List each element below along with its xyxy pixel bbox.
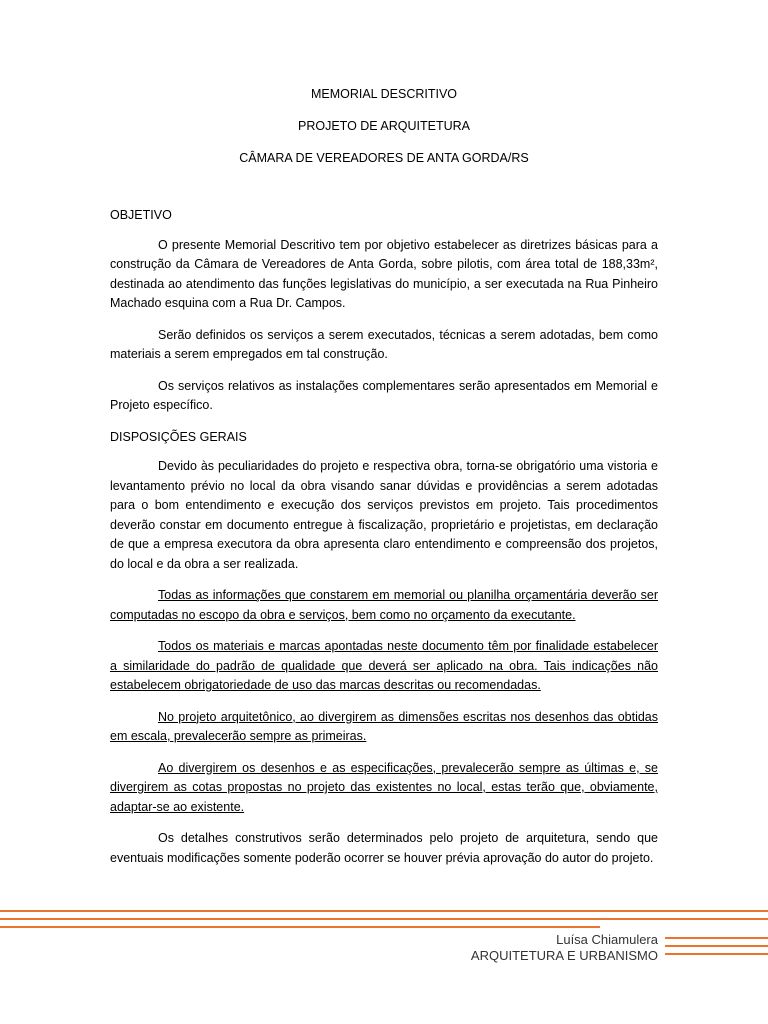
footer [0, 910, 768, 970]
section-heading-objetivo: OBJETIVO [110, 208, 172, 222]
document-title: MEMORIAL DESCRITIVO [310, 87, 458, 101]
title-block [110, 84, 658, 180]
document-project-name: CÂMARA DE VEREADORES DE ANTA GORDA/RS [239, 151, 529, 165]
paragraph: Serão definidos os serviços a serem executados, técnicas a serem adotadas, bem como materiais a serem empregados em tal construção. [110, 327, 658, 361]
paragraph: O presente Memorial Descritivo tem por objetivo estabelecer as diretrizes básicas para a construção da Câmara de Vereadores de Anta Gorda, sobre pilotis, com área total de 188,33m², destinada ao atendimento das funções legislativas do município, a ser executada na Rua Pinheiro Machado esquina com a Rua Dr. Campos. [110, 237, 658, 310]
document-subtitle: PROJETO DE ARQUITETURA [297, 119, 470, 133]
underlined-paragraph: Ao divergirem os desenhos e as especificações, prevalecerão sempre as últimas e, se divergirem as cotas propostas no projeto das existentes no local, estas terão que, obviamente, adaptar-se ao existente. [110, 760, 658, 814]
paragraph: Os serviços relativos as instalações complementares serão apresentados em Memorial e Projeto específico. [110, 378, 658, 412]
paragraph: Os detalhes construtivos serão determinados pelo projeto de arquitetura, sendo que eventuais modificações somente poderão ocorrer se houver prévia aprovação do autor do projeto. [110, 831, 658, 865]
paragraph: Devido às peculiaridades do projeto e respectiva obra, torna-se obrigatório uma vistoria e levantamento prévio no local da obra visando sanar dúvidas e providências a serem adotadas para o bom entendimento e execução dos serviços previstos em projeto. Tais procedimentos deverão constar em documento entregue à fiscalização, proprietário e projetistas, em declaração de que a empresa executora da obra apresenta claro entendimento e compreensão dos projetos, do local e da obra a ser realizada. [110, 459, 658, 571]
author-name: Luísa Chiamulera [556, 932, 658, 947]
author-profession: ARQUITETURA E URBANISMO [470, 948, 658, 963]
footer-accent-bar [665, 953, 768, 955]
footer-stripe [0, 918, 768, 920]
document-body [110, 206, 658, 880]
underlined-paragraph: Todos os materiais e marcas apontadas neste documento têm por finalidade estabelecer a similaridade do padrão de qualidade que deverá ser aplicado na obra. Tais indicações não estabelecem obrigatoriedade de uso das marcas descritas ou recomendadas. [110, 639, 658, 692]
footer-stripe [0, 926, 600, 928]
section-heading-disposicoes: DISPOSIÇÕES GERAIS [110, 429, 247, 444]
footer-accent-bar [665, 945, 768, 947]
underlined-paragraph: Todas as informações que constarem em memorial ou planilha orçamentária deverão ser computadas no escopo da obra e serviços, bem como no orçamento da executante. [110, 588, 658, 622]
footer-stripe [0, 910, 768, 912]
underlined-paragraph: No projeto arquitetônico, ao divergirem as dimensões escritas nos desenhos das obtidas em escala, prevalecerão sempre as primeiras. [110, 709, 658, 743]
footer-accent-bar [665, 937, 768, 939]
